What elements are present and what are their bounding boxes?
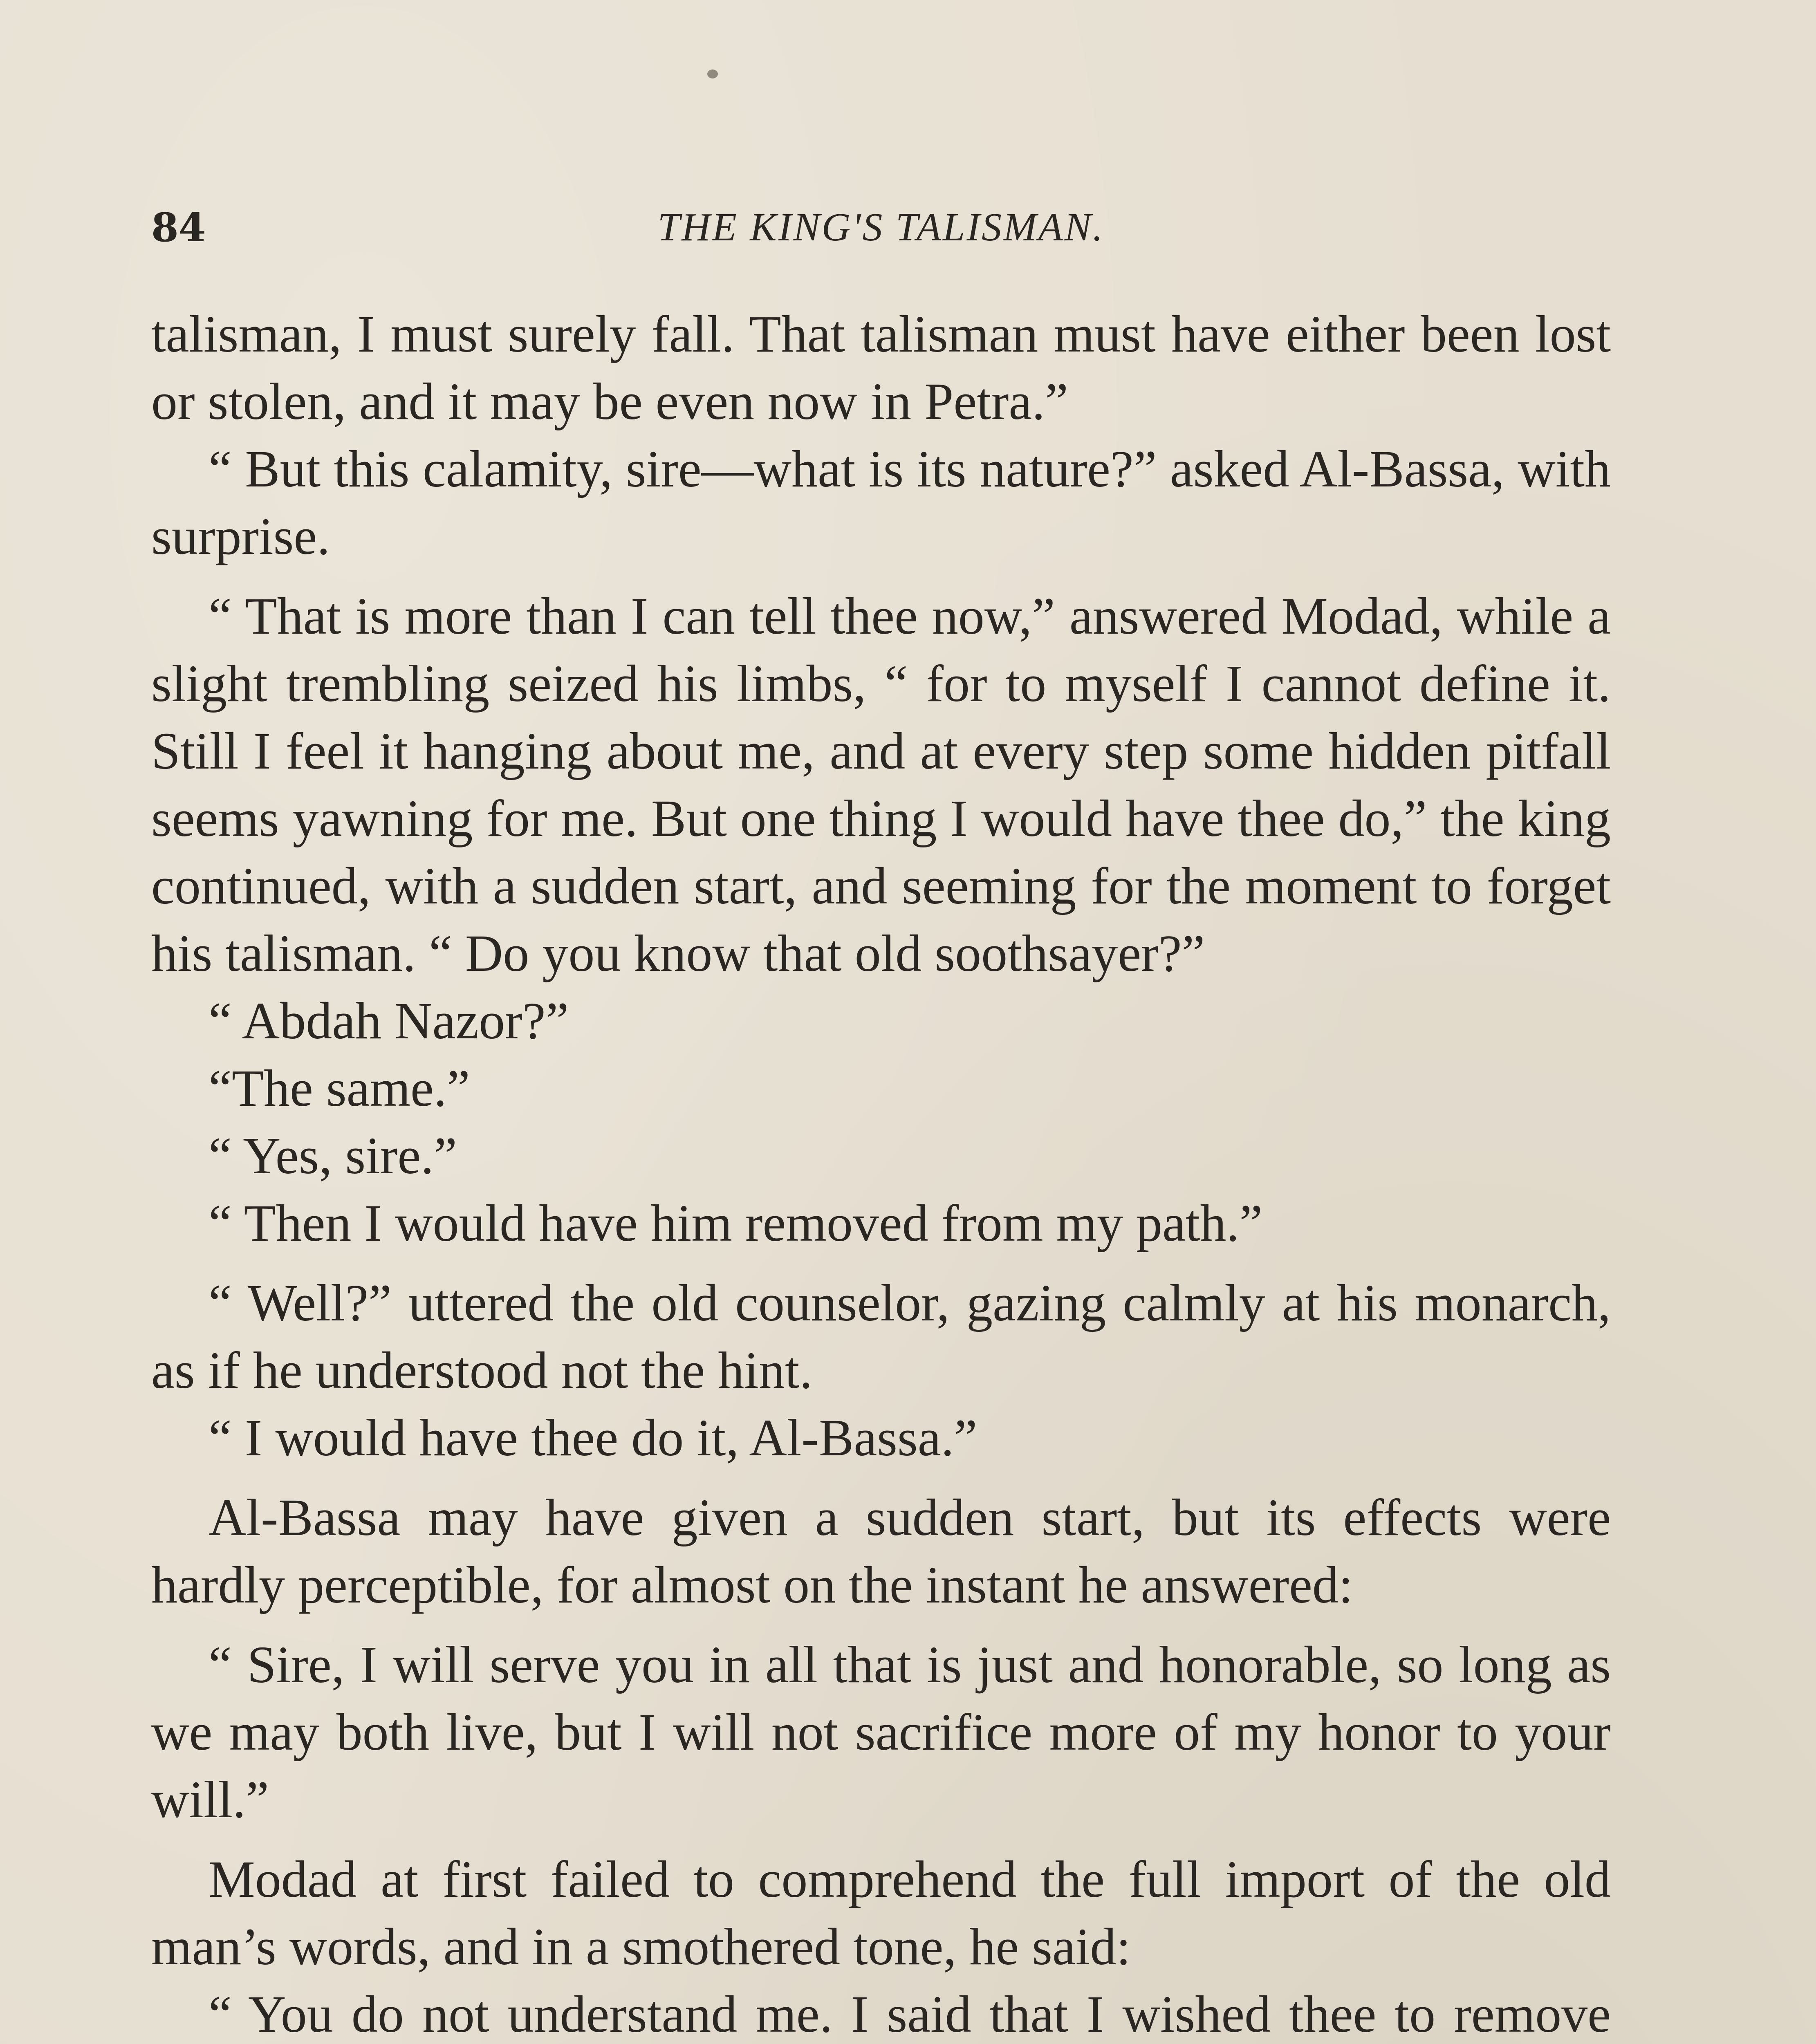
paragraph: “ Yes, sire.” [209, 1127, 457, 1185]
paragraph: “ Sire, I will serve you in all that is just and honorable, so long as we may both live, but I will not sacrifice more of my honor to your will.” [151, 1636, 1611, 1829]
paragraph: “ Well?” uttered the old counselor, gazing calmly at his monarch, as if he understood not the hint. [151, 1274, 1611, 1399]
paragraph: “ Abdah Nazor?” [209, 992, 569, 1050]
paragraph: “ Then I would have him removed from my path.” [209, 1194, 1263, 1252]
paragraph: talisman, I must surely fall. That talisman must have either been lost or stolen, and it may be even now in Petra.” [151, 305, 1611, 430]
paper-speck [707, 69, 718, 78]
paragraph: “ I would have thee do it, Al-Bassa.” [209, 1409, 978, 1467]
page-header [151, 204, 1611, 262]
body-text [151, 300, 1611, 2044]
paragraph: Modad at first failed to comprehend the full import of the old man’s words, and in a smothered tone, he said: [151, 1850, 1611, 1976]
paragraph: “The same.” [209, 1059, 470, 1117]
paragraph: “ But this calamity, sire—what is its nature?” asked Al-Bassa, with surprise. [151, 440, 1611, 565]
page-number: 84 [151, 204, 206, 251]
paragraph: Al-Bassa may have given a sudden start, but its effects were hardly perceptible, for almost on the instant he answered: [151, 1488, 1611, 1614]
paragraph: “ That is more than I can tell thee now,” answered Modad, while a slight trembling seized his limbs, “ for to myself I cannot define it. Still I feel it hanging about me, and at every step some hidden pitfall seems yawning for me. But one thing I would have thee do,” the king continued, with a sudden start, and seeming for the moment to forget his talisman. “ Do you know that old soothsayer?” [151, 587, 1611, 982]
running-title: THE KING'S TALISMAN. [657, 205, 1105, 249]
paragraph: “ You do not understand me. I said that I wished thee to remove [209, 1985, 1611, 2043]
